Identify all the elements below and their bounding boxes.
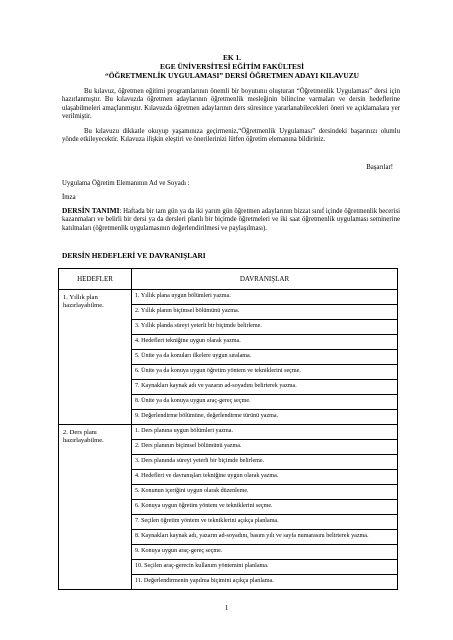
behavior-item: 8. Kaynakları kaynak adı, yazarın ad-soyadını, basım yılı ve sayfa numarasını belirterek yazma. (132, 530, 397, 545)
behavior-item: 10. Seçilen araç-gerecin kullanım yöntemini planlama. (132, 560, 397, 575)
behavior-item: 8. Ünite ya da konuya uygun araç-gereç seçme. (132, 395, 397, 410)
page-number: 1 (224, 604, 229, 612)
instructor-name-field: Uygulama Öğretim Elemanının Ad ve Soyadı : (62, 180, 190, 187)
course-definition (62, 207, 400, 233)
table-header-row (59, 269, 398, 290)
behavior-item: 2. Ders planının biçimsel bölümünü yazma. (132, 440, 397, 455)
column-header-goals: HEDEFLER (59, 269, 132, 290)
behavior-item: 3. Ders planında süreyi yeterli bir biçimde belirleme. (132, 455, 397, 470)
behavior-item: 7. Kaynakları kaynak adı ve yazarın ad-soyadını belirterek yazma. (132, 380, 397, 395)
definition-label: DERSİN TANIMI (62, 206, 120, 215)
behavior-item: 1. Yıllık plana uygun bölümleri yazma. (132, 290, 397, 305)
column-header-behaviors: DAVRANIŞLAR (132, 269, 398, 290)
behavior-item: 2. Yıllık planın biçimsel bölümünü yazma. (132, 305, 397, 320)
signature-field: İmza (62, 194, 76, 201)
intro-paragraph-1: Bu kılavuz, öğretmen eğitimi programlarının önemli bir boyutunu oluşturan “Öğretmenlik Uygulaması” dersi için hazırlanmıştır. Bu kılavuzda öğretmen adaylarının öğretmenlik mesleğinin bilincine varmaları ve dersin hedeflerine ulaşabilmeleri amaçlanmıştır. Kılavuzda öğretmen adaylarının ders süresince yararlanabilecekleri öneri ve açıklamalara yer verilmiştir. (62, 88, 400, 121)
definition-text: : Haftada bir tam gün ya da iki yarım gün öğretmen adaylarının bizzat sınıf içinde öğretmenlik becerisi kazanmaları ve belirli bir dersi ya da dersleri planlı bir biçimde öğretmeleri ve iki saat öğretmenlik uygulaması seminerine katılmaları (öğretmenlik uygulamasının değerlendirilmesi ve paylaşılması). (62, 208, 400, 232)
intro-paragraph-2: Bu kılavuzu dikkatle okuyup yaşamınıza geçirmeniz,“Öğretmenlik Uygulaması” dersindeki başarınızı olumlu yönde etkileyecektir. Kılavuza ilişkin eleştiri ve önerilerinizi lütfen öğretim elemanına bildiriniz. (62, 128, 400, 144)
behavior-item: 7. Seçilen öğretim yöntem ve tekniklerini açıkça planlama. (132, 515, 397, 530)
behaviors-cell (132, 290, 398, 425)
behavior-item: 3. Yıllık planda süreyi yeterli bir biçimde belirleme. (132, 320, 397, 335)
appendix-label: EK 1. (222, 53, 242, 62)
behaviors-cell (132, 425, 398, 590)
goal-cell: 2. Ders planı hazırlayabilme. (59, 425, 132, 590)
goals-behaviors-table (58, 268, 398, 590)
behavior-item: 6. Ünite ya da konuya uygun öğretim yöntem ve tekniklerini seçme. (132, 365, 397, 380)
faculty-title: EGE ÜNİVERSİTESİ EĞİTİM FAKÜLTESİ (160, 62, 304, 71)
behavior-item: 5. Konunun içeriğini uygun olarak düzenleme. (132, 485, 397, 500)
behavior-item: 9. Değerlendirme bölümüne, değerlendirme türünü yazma. (135, 413, 279, 419)
behavior-item: 1. Ders planına uygun bölümleri yazma. (132, 425, 397, 440)
guide-title: “ÖĞRETMENLİK UYGULAMASI” DERSİ ÖĞRETMEN ADAYI KILAVUZU (105, 71, 359, 80)
closing-text: Başarılar! (366, 164, 393, 171)
behavior-item: 6. Konuya uygun öğretim yöntem ve tekniklerini seçme. (132, 500, 397, 515)
behavior-item: 4. Hedefleri ve davranışları tekniğine uygun olarak yazma. (132, 470, 397, 485)
table-row (59, 290, 398, 425)
behavior-item: 11. Değerlendirmenin yapılma biçimini açıkça planlama. (135, 578, 274, 584)
table-row (59, 425, 398, 590)
section-title: DERSİN HEDEFLERİ VE DAVRANIŞLARI (62, 251, 206, 260)
behavior-item: 5. Ünite ya da konuları ilkelere uygun sıralama. (132, 350, 397, 365)
goal-cell: 1. Yıllık plan hazırlayabilme. (59, 290, 132, 425)
behavior-item: 9. Konuya uygun araç-gereç seçme. (132, 545, 397, 560)
behavior-item: 4. Hedefleri tekniğine uygun olarak yazma. (132, 335, 397, 350)
